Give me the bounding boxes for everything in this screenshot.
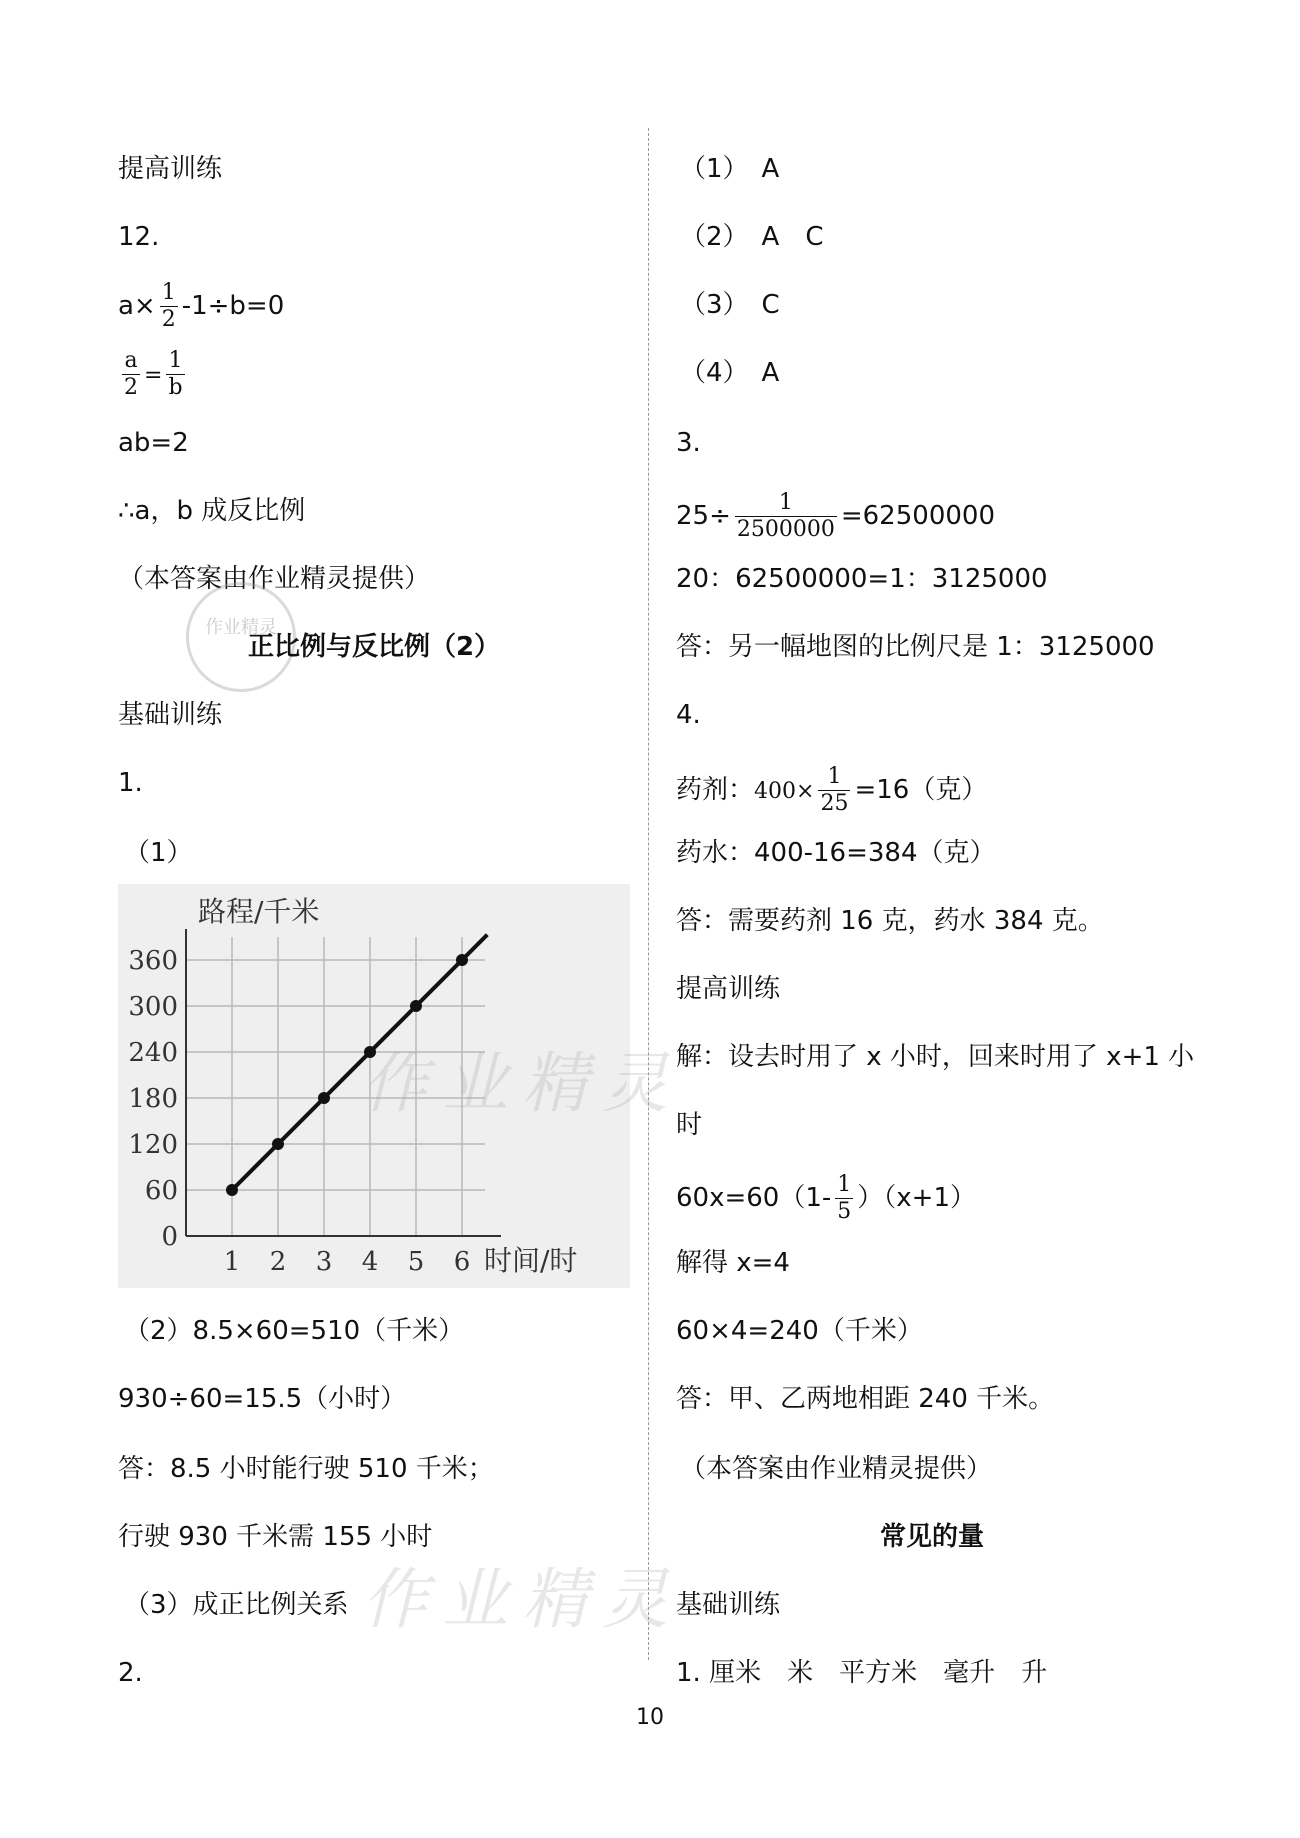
choice-answer: （4） A bbox=[680, 358, 780, 388]
x-axis-title: 时间/时 bbox=[484, 1244, 578, 1277]
answer-line: 答：甲、乙两地相距 240 千米。 bbox=[676, 1384, 1055, 1414]
x-tick-label: 1 bbox=[223, 1247, 241, 1277]
equation-1: a× $\frac{1}{2}$ -1÷b=0 bbox=[118, 280, 285, 332]
equation-3: 25÷ $\frac{1}{2500000}$ =62500000 bbox=[676, 490, 995, 542]
problem-number: 1. bbox=[118, 768, 143, 798]
section-label: 提高训练 bbox=[118, 154, 223, 184]
problem-number: 4. bbox=[676, 700, 701, 730]
answer-line: 解得 x=4 bbox=[676, 1248, 790, 1278]
data-point bbox=[272, 1138, 284, 1150]
watermark: 作业精灵 bbox=[362, 1045, 682, 1122]
x-tick-label: 4 bbox=[361, 1247, 379, 1277]
choice-answer: （1） A bbox=[680, 154, 780, 184]
source-note: （本答案由作业精灵提供） bbox=[680, 1454, 993, 1484]
section-label: 提高训练 bbox=[676, 974, 781, 1004]
y-tick-label: 0 bbox=[161, 1222, 178, 1252]
answer-line: 解：设去时用了 x 小时，回来时用了 x+1 小 bbox=[676, 1042, 1195, 1072]
answer-line: 答：需要药剂 16 克，药水 384 克。 bbox=[676, 906, 1104, 936]
section-label: 基础训练 bbox=[676, 1590, 781, 1620]
equation-4: 药剂：400× $\frac{1}{25}$ =16（克） bbox=[676, 764, 988, 816]
y-tick-label: 60 bbox=[144, 1176, 178, 1206]
data-point bbox=[226, 1184, 238, 1196]
stamp-text: 作业精灵 bbox=[205, 617, 277, 638]
problem-number: 12. bbox=[118, 222, 160, 252]
y-tick-label: 360 bbox=[128, 946, 178, 976]
data-point bbox=[410, 1000, 422, 1012]
x-tick-label: 5 bbox=[407, 1247, 425, 1277]
answer-line: 答：8.5 小时能行驶 510 千米； bbox=[118, 1454, 494, 1484]
page-number: 10 bbox=[636, 1705, 664, 1730]
y-axis-title: 路程/千米 bbox=[198, 895, 320, 928]
y-tick-label: 180 bbox=[128, 1084, 178, 1114]
x-tick-label: 2 bbox=[269, 1247, 287, 1277]
problem-number: 2. bbox=[118, 1658, 143, 1688]
data-point bbox=[456, 954, 468, 966]
y-tick-label: 120 bbox=[128, 1130, 178, 1160]
section-heading: 正比例与反比例（2） bbox=[248, 632, 501, 662]
y-tick-label: 300 bbox=[128, 992, 178, 1022]
answer-line: 60×4=240（千米） bbox=[676, 1316, 923, 1346]
x-tick-label: 6 bbox=[453, 1247, 471, 1277]
equation-2: $\frac{a}{2}$ = $\frac{1}{b}$ bbox=[124, 348, 183, 400]
section-label: 基础训练 bbox=[118, 700, 223, 730]
answer-line: （2）8.5×60=510（千米） bbox=[124, 1316, 465, 1346]
answer-line: ab=2 bbox=[118, 428, 189, 458]
answer-line: 药水：400-16=384（克） bbox=[676, 838, 996, 868]
answer-line: 20：62500000=1：3125000 bbox=[676, 564, 1048, 594]
y-tick-label: 240 bbox=[128, 1038, 178, 1068]
x-tick-label: 3 bbox=[315, 1247, 333, 1277]
answer-line: ∴a，b 成反比例 bbox=[118, 496, 306, 526]
answer-line: 时 bbox=[676, 1110, 703, 1140]
data-point bbox=[318, 1092, 330, 1104]
source-note: （本答案由作业精灵提供） bbox=[118, 564, 431, 594]
watermark: 作业精灵 bbox=[362, 1561, 682, 1638]
answer-line: 930÷60=15.5（小时） bbox=[118, 1384, 407, 1414]
answer-line: 答：另一幅地图的比例尺是 1：3125000 bbox=[676, 632, 1155, 662]
equation-5: 60x=60（1- $\frac{1}{5}$ ）（x+1） bbox=[676, 1172, 976, 1224]
answer-line: 行驶 930 千米需 155 小时 bbox=[118, 1522, 433, 1552]
choice-answer: （3） C bbox=[680, 290, 780, 320]
choice-answer: （2） A C bbox=[680, 222, 824, 252]
column-divider bbox=[648, 128, 649, 1660]
sub-problem-label: （1） bbox=[124, 838, 193, 868]
problem-number: 3. bbox=[676, 428, 701, 458]
section-heading: 常见的量 bbox=[880, 1522, 985, 1552]
answer-line: （3）成正比例关系 bbox=[124, 1590, 349, 1620]
answer-line: 1. 厘米 米 平方米 毫升 升 bbox=[676, 1658, 1048, 1688]
